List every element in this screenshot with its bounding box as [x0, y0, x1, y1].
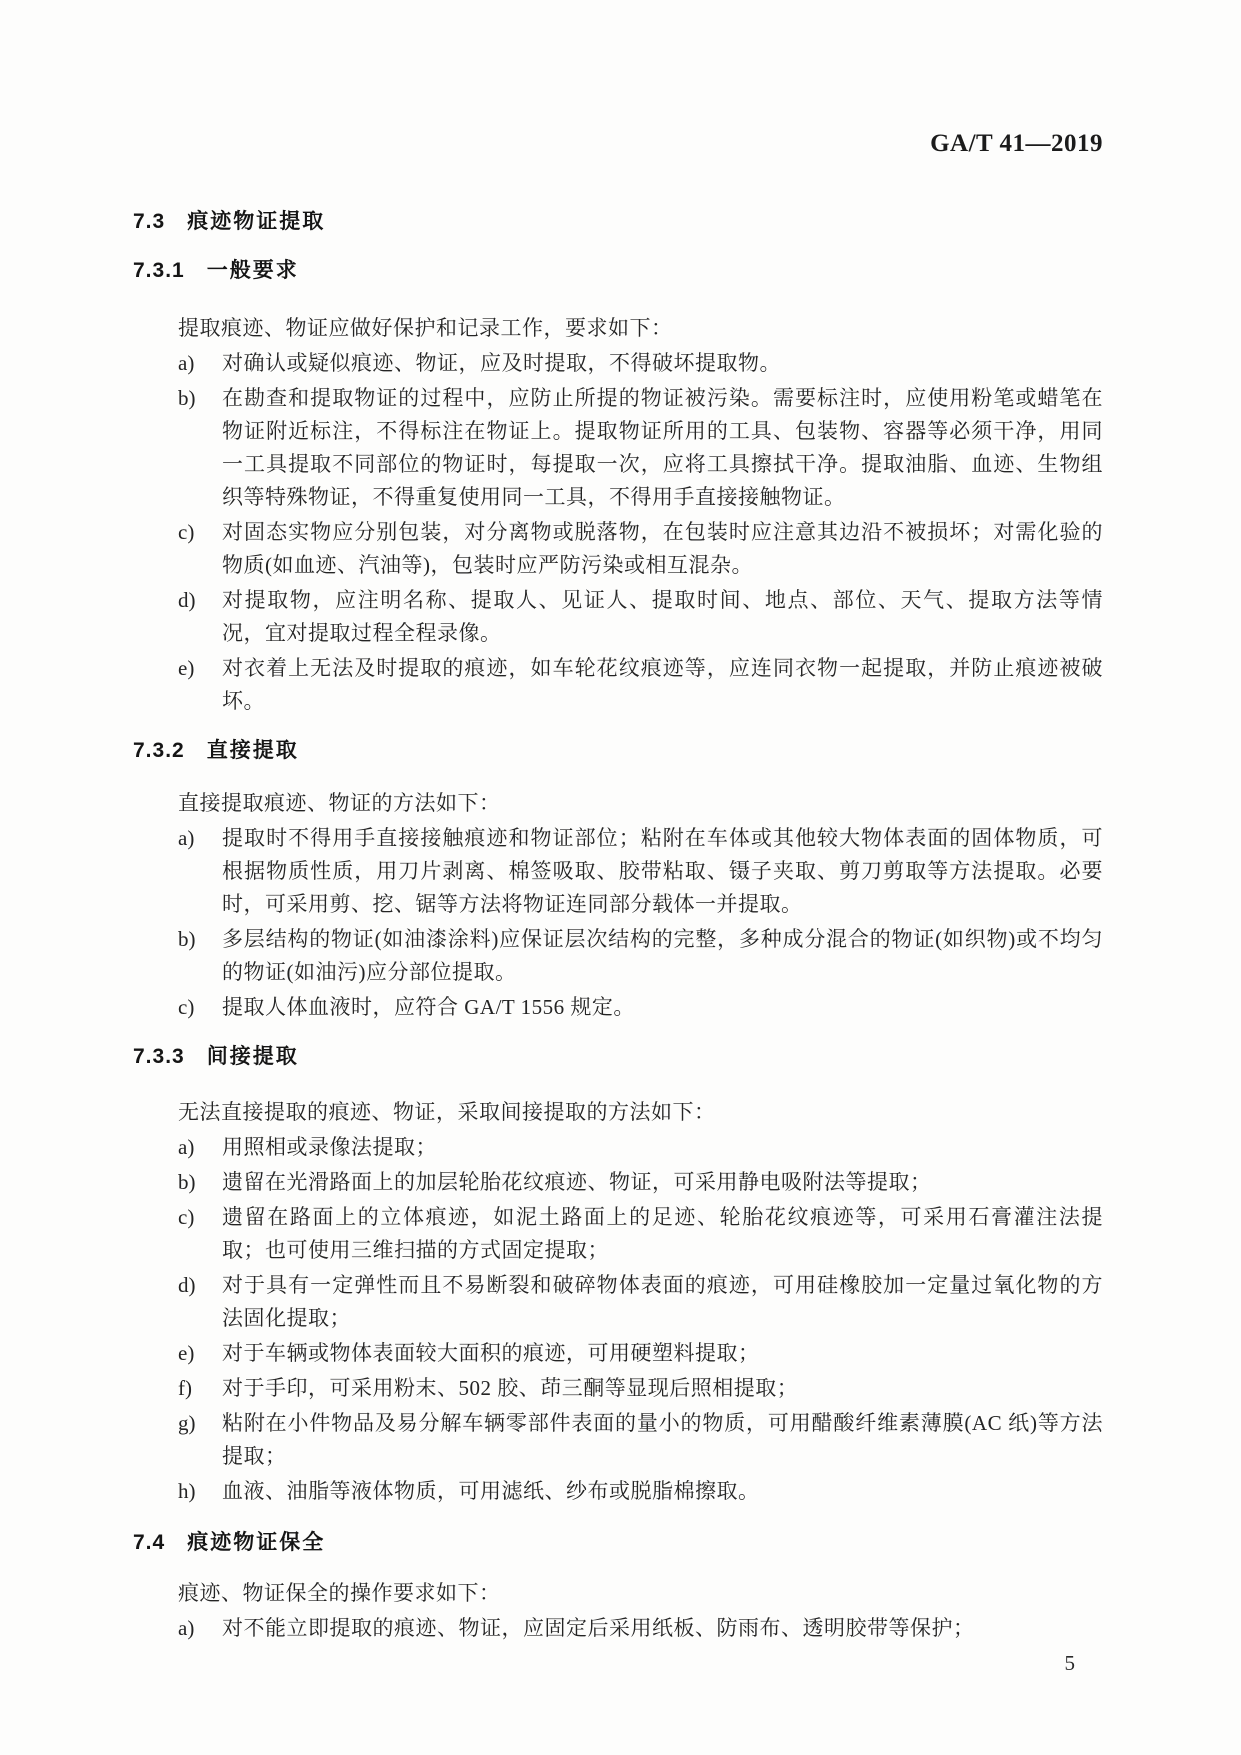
item-label: a) [178, 1135, 195, 1159]
list-item [133, 923, 1103, 989]
page-number: 5 [1064, 1651, 1075, 1675]
list-item [133, 1475, 1103, 1508]
section-title: 一般要求 [206, 259, 299, 282]
item-text: 对于车辆或物体表面较大面积的痕迹，可用硬塑料提取； [222, 1341, 760, 1365]
list-item [133, 1337, 1103, 1370]
intro-paragraph-7-3-1: 提取痕迹、物证应做好保护和记录工作，要求如下： [178, 316, 673, 340]
item-label: c) [178, 520, 195, 544]
intro-paragraph-7-3-3: 无法直接提取的痕迹、物证，采取间接提取的方法如下： [178, 1100, 716, 1124]
item-label: d) [178, 1273, 196, 1297]
section-title: 痕迹物证保全 [187, 1531, 326, 1554]
section-title: 痕迹物证提取 [187, 210, 326, 233]
standard-number: GA/T 41—2019 [930, 130, 1103, 157]
item-text: 用照相或录像法提取； [222, 1135, 437, 1159]
list-7-3-2 [133, 822, 1103, 1024]
section-7-4-heading [133, 1528, 1103, 1557]
list-item [133, 991, 1103, 1024]
item-text: 提取人体血液时，应符合 GA/T 1556 规定。 [222, 995, 635, 1019]
item-label: a) [178, 351, 195, 375]
list-item [133, 1166, 1103, 1199]
section-title: 间接提取 [206, 1045, 299, 1068]
section-number: 7.3 [133, 210, 166, 233]
item-text: 遗留在光滑路面上的加层轮胎花纹痕迹、物证，可采用静电吸附法等提取； [222, 1170, 932, 1194]
list-7-3-3 [133, 1131, 1103, 1508]
section-number: 7.3.3 [133, 1045, 185, 1068]
section-number: 7.3.1 [133, 259, 185, 282]
item-label: a) [178, 826, 195, 850]
section-7-3-heading [133, 207, 1103, 236]
section-number: 7.3.2 [133, 739, 185, 762]
list-item [133, 822, 1103, 921]
item-text: 对确认或疑似痕迹、物证，应及时提取，不得破坏提取物。 [222, 351, 781, 375]
item-text: 对不能立即提取的痕迹、物证，应固定后采用纸板、防雨布、透明胶带等保护； [222, 1616, 975, 1640]
section-7-3-3-heading [133, 1042, 1103, 1071]
item-text: 对于手印，可采用粉末、502 胶、茚三酮等显现后照相提取； [222, 1376, 799, 1400]
list-item [133, 652, 1103, 718]
item-text: 血液、油脂等液体物质，可用滤纸、纱布或脱脂棉擦取。 [222, 1479, 760, 1503]
list-item [133, 1269, 1103, 1335]
list-item [133, 1131, 1103, 1164]
item-text: 对于具有一定弹性而且不易断裂和破碎物体表面的痕迹，可用硅橡胶加一定量过氧化物的方法固化提取； [222, 1273, 1103, 1330]
list-item [133, 382, 1103, 514]
item-label: a) [178, 1616, 195, 1640]
list-item [133, 347, 1103, 380]
section-title: 直接提取 [206, 739, 299, 762]
list-item [133, 516, 1103, 582]
list-7-3-1 [133, 347, 1103, 718]
item-text: 粘附在小件物品及易分解车辆零部件表面的量小的物质，可用醋酸纤维素薄膜(AC 纸)等方法提取； [222, 1411, 1103, 1468]
item-text: 遗留在路面上的立体痕迹，如泥土路面上的足迹、轮胎花纹痕迹等，可采用石膏灌注法提取；也可使用三维扫描的方式固定提取； [222, 1205, 1103, 1262]
item-label: h) [178, 1479, 196, 1503]
item-label: e) [178, 1341, 195, 1365]
item-label: b) [178, 386, 196, 410]
item-text: 多层结构的物证(如油漆涂料)应保证层次结构的完整，多种成分混合的物证(如织物)或不均匀的物证(如油污)应分部位提取。 [222, 927, 1103, 984]
section-7-3-2-heading [133, 736, 1103, 765]
page-header [133, 131, 1103, 157]
item-text: 在勘查和提取物证的过程中，应防止所提的物证被污染。需要标注时，应使用粉笔或蜡笔在物证附近标注，不得标注在物证上。提取物证所用的工具、包装物、容器等必须干净，用同一工具提取不同部位的物证时，每提取一次，应将工具擦拭干净。提取油脂、血迹、生物组织等特殊物证，不得重复使用同一工具，不得用手直接接触物证。 [222, 386, 1103, 509]
list-item [133, 1201, 1103, 1267]
list-item [133, 1407, 1103, 1473]
section-7-3-1-heading [133, 256, 1103, 285]
item-label: c) [178, 1205, 195, 1229]
item-label: e) [178, 656, 195, 680]
item-label: c) [178, 995, 195, 1019]
section-number: 7.4 [133, 1531, 166, 1554]
intro-paragraph-7-4: 痕迹、物证保全的操作要求如下： [178, 1581, 501, 1605]
list-item [133, 1372, 1103, 1405]
intro-paragraph-7-3-2: 直接提取痕迹、物证的方法如下： [178, 791, 501, 815]
list-7-4 [133, 1612, 1103, 1645]
list-item [133, 1612, 1103, 1645]
item-label: b) [178, 927, 196, 951]
item-text: 对提取物，应注明名称、提取人、见证人、提取时间、地点、部位、天气、提取方法等情况，宜对提取过程全程录像。 [222, 588, 1103, 645]
item-label: d) [178, 588, 196, 612]
item-text: 对固态实物应分别包装，对分离物或脱落物，在包装时应注意其边沿不被损坏；对需化验的物质(如血迹、汽油等)，包装时应严防污染或相互混杂。 [222, 520, 1103, 577]
list-item [133, 584, 1103, 650]
item-label: g) [178, 1411, 196, 1435]
item-label: b) [178, 1170, 196, 1194]
item-text: 提取时不得用手直接接触痕迹和物证部位；粘附在车体或其他较大物体表面的固体物质，可根据物质性质，用刀片剥离、棉签吸取、胶带粘取、镊子夹取、剪刀剪取等方法提取。必要时，可采用剪、挖、锯等方法将物证连同部分载体一并提取。 [222, 826, 1103, 916]
item-text: 对衣着上无法及时提取的痕迹，如车轮花纹痕迹等，应连同衣物一起提取，并防止痕迹被破坏。 [222, 656, 1103, 713]
item-label: f) [178, 1376, 192, 1400]
